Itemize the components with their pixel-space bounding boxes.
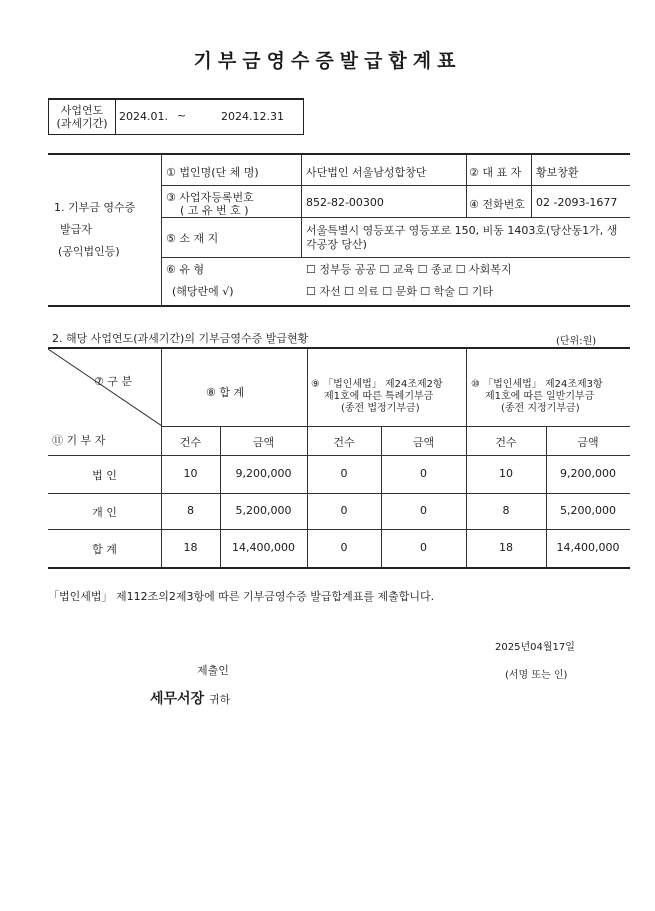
corporate-general-count: 10: [499, 467, 513, 480]
corporate-special-count: 0: [340, 467, 348, 480]
phone-label: ④ 전화번호: [469, 198, 525, 211]
grand-special-amount: 0: [420, 541, 427, 554]
submission-date: 2025년04월17일: [495, 642, 575, 653]
org-type-label: ⑥ 유 형: [166, 263, 205, 276]
header-general-line-2: 제1호에 따른 일반기부금: [485, 391, 595, 402]
business-number-label-2: ( 고 유 번 호 ): [180, 204, 249, 217]
row-label-total: 합 계: [92, 543, 117, 556]
submitter-label: 제출인: [197, 664, 229, 677]
addressee-suffix: 귀하: [208, 693, 231, 706]
unit-label: (단위:원): [556, 336, 597, 347]
grand-general-amount: 14,400,000: [556, 541, 620, 554]
signature-label: (서명 또는 인): [505, 670, 568, 681]
individual-general-amount: 5,200,000: [560, 504, 616, 517]
header-donor: ⑪ 기 부 자: [52, 434, 106, 447]
individual-special-amount: 0: [420, 504, 427, 517]
period-separator: ~: [177, 109, 187, 122]
grand-general-count: 18: [499, 541, 513, 554]
grand-special-count: 0: [340, 541, 348, 554]
business-number-label: ③ 사업자등록번호: [166, 191, 254, 204]
org-type-options-row-2: ☐ 자선 ☐ 의료 ☐ 문화 ☐ 학술 ☐ 기타: [306, 285, 494, 298]
header-category: ⑦ 구 분: [94, 375, 133, 388]
individual-total-count: 8: [187, 504, 194, 517]
org-name-label: ① 법인명(단 체 명): [166, 166, 259, 179]
corporate-general-amount: 9,200,000: [560, 467, 616, 480]
header-total: ⑧ 합 계: [206, 386, 245, 399]
header-special-line-2: 제1호에 따른 특례기부금: [324, 391, 434, 402]
header-general-line-3: (종전 지정기부금): [501, 403, 580, 414]
corporate-total-amount: 9,200,000: [235, 467, 292, 480]
individual-general-count: 8: [502, 504, 510, 517]
individual-special-count: 0: [340, 504, 348, 517]
org-type-options-row-1: ☐ 정부등 공공 ☐ 교육 ☐ 종교 ☐ 사회복지: [306, 263, 512, 276]
tax-period-box: [48, 98, 304, 135]
period-end: 2024.12.31: [221, 110, 284, 123]
individual-total-amount: 5,200,000: [235, 504, 292, 517]
header-general-line-1: ⑩ 「법인세법」 제24조제3항: [471, 379, 603, 390]
representative-label: ② 대 표 자: [469, 166, 522, 179]
corporate-total-count: 10: [183, 467, 198, 480]
header-special-line-1: ⑨ 「법인세법」 제24조제2항: [311, 379, 443, 390]
address-line-2: 각공장 당산): [306, 238, 367, 251]
phone-value: 02 -2093-1677: [536, 196, 618, 209]
issuer-section-label: 1. 기부금 영수증: [54, 201, 136, 214]
addressee: [150, 688, 230, 708]
tax-period-label-line2: (과세기간): [56, 117, 108, 130]
addressee-title: 세무서장: [150, 691, 205, 707]
declaration-text: 「법인세법」 제112조의2제3항에 따른 기부금영수증 발급합계표를 제출합니다.: [48, 590, 435, 603]
business-number-value: 852-82-00300: [306, 196, 384, 209]
tax-period-label: [49, 100, 116, 134]
subheader-total-amount: 금액: [252, 436, 275, 449]
header-special-line-3: (종전 법정기부금): [341, 403, 420, 414]
issuer-section-label-3: (공익법인등): [58, 245, 120, 258]
address-label: ⑤ 소 재 지: [166, 232, 219, 245]
tax-period-label-line1: 사업연도: [60, 104, 104, 117]
subheader-general-count: 건수: [495, 436, 517, 449]
address-line-1: 서울특별시 영등포구 영등포로 150, 비동 1403호(당산동1가, 생: [306, 224, 618, 237]
corporate-special-amount: 0: [420, 467, 427, 480]
subheader-special-count: 건수: [333, 436, 355, 449]
subheader-general-amount: 금액: [577, 436, 599, 449]
grand-total-amount: 14,400,000: [232, 541, 295, 554]
document-title: 기부금영수증발급합계표: [193, 50, 462, 72]
summary-section-title: 2. 해당 사업연도(과세기간)의 기부금영수증 발급현황: [52, 332, 309, 345]
issuer-section: [48, 153, 630, 307]
org-name-value: 사단법인 서울남성합창단: [306, 166, 427, 179]
subheader-total-count: 건수: [179, 436, 202, 449]
row-label-corporate: 법 인: [92, 469, 117, 482]
issuer-section-label-2: 발급자: [60, 223, 92, 236]
org-type-instruction: (해당란에 √): [172, 285, 234, 298]
period-start: 2024.01.: [119, 110, 168, 123]
representative-value: 황보창환: [536, 166, 579, 179]
subheader-special-amount: 금액: [412, 436, 435, 449]
grand-total-count: 18: [183, 541, 198, 554]
row-label-individual: 개 인: [92, 506, 117, 519]
summary-table: [48, 347, 630, 569]
